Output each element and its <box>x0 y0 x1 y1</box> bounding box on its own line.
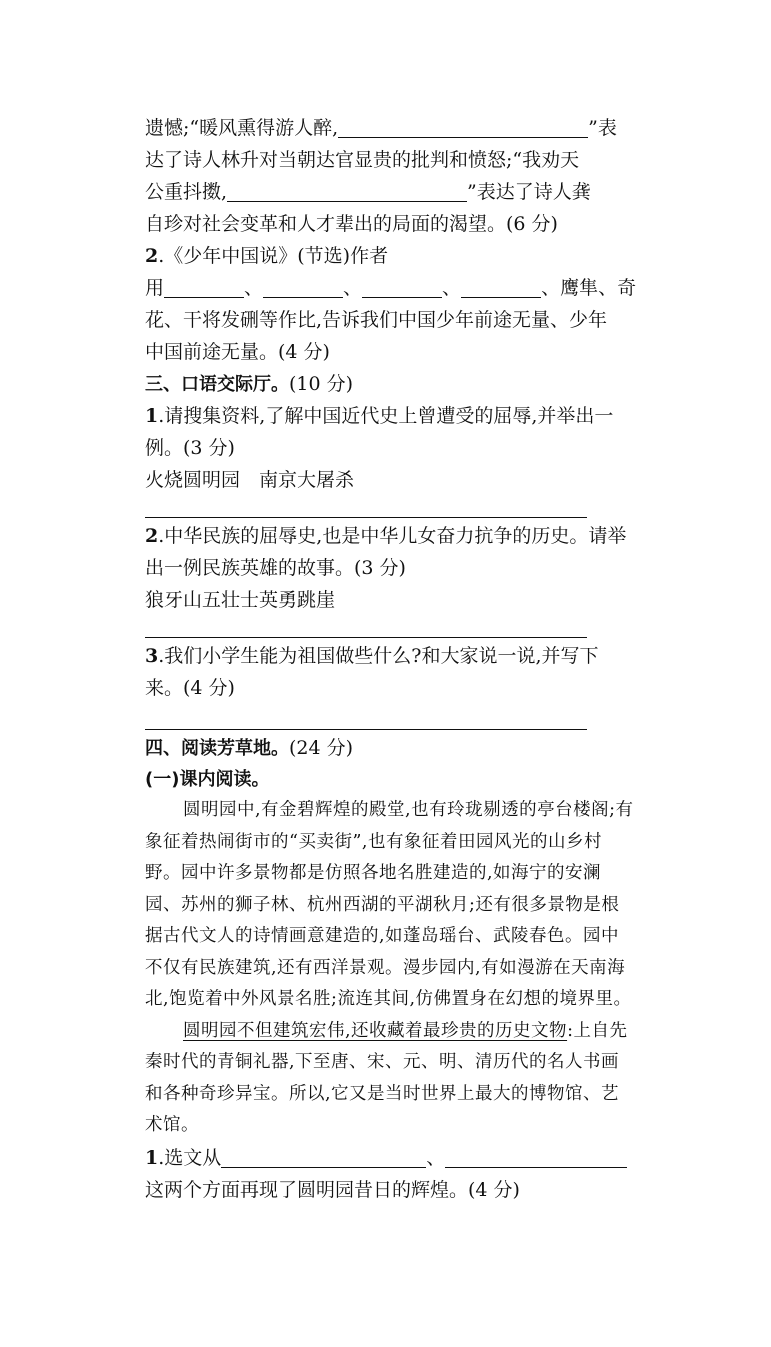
poem-question-line-2: 达了诗人林升对当朝达官显贵的批判和愤怒;“我劝天 <box>145 149 580 171</box>
section-score: (24 分) <box>289 737 354 759</box>
s3-question-1-line-1 <box>145 400 635 432</box>
section-3-heading <box>145 368 635 400</box>
answer-blank[interactable] <box>338 117 588 138</box>
question-text: .我们小学生能为祖国做些什么?和大家说一说,并写下 <box>158 645 599 667</box>
text: 、鹰隼、奇 <box>541 277 637 299</box>
question-2-blanks <box>145 272 635 304</box>
section-4-heading <box>145 732 635 764</box>
question-number: 1 <box>145 1146 159 1169</box>
paragraph-text: :上自先秦时代的青铜礼器,下至唐、宋、元、明、清历代的名人书画和各种奇珍异宝。所以,它又是当时世界上最大的博物馆、艺术馆。 <box>145 1020 628 1135</box>
separator: 、 <box>244 277 264 299</box>
separator: 、 <box>426 1146 446 1169</box>
text: 用 <box>145 277 165 299</box>
answer-line[interactable] <box>145 728 587 730</box>
s3-answer-1: 火烧圆明园 南京大屠杀 <box>145 469 355 491</box>
poem-question-line-3 <box>145 176 635 208</box>
answer-blank[interactable] <box>461 277 541 298</box>
question-number: 1 <box>145 405 159 427</box>
question-number: 3 <box>145 645 159 667</box>
answer-blank[interactable] <box>263 277 343 298</box>
text: 公重抖擞, <box>145 181 228 203</box>
question-text: .请搜集资料,了解中国近代史上曾遭受的屈辱,并举出一 <box>158 405 614 427</box>
worksheet-page <box>145 112 635 1206</box>
section-score: (10 分) <box>289 373 354 395</box>
answer-blank[interactable] <box>164 277 244 298</box>
answer-blank[interactable] <box>227 181 467 202</box>
reading-paragraph-2 <box>145 1016 635 1142</box>
reading-paragraph-1: 圆明园中,有金碧辉煌的殿堂,也有玲珑剔透的亭台楼阁;有象征着热闹街市的“买卖街”,也有象征着田园风光的山乡村野。园中许多景物都是仿照各地名胜建造的,如海宁的安澜园、苏州的狮子林、杭州西湖的平湖秋月;还有很多景物是根据古代文人的诗情画意建造的,如蓬岛瑶台、武陵春色。园中不仅有民族建筑,还有西洋景观。漫步园内,有如漫游在天南海北,饱览着中外风景名胜;流连其间,仿佛置身在幻想的境界里。 <box>145 800 634 1009</box>
question-text: .《少年中国说》(节选)作者 <box>158 245 389 267</box>
answer-line[interactable] <box>145 636 587 638</box>
question-2-line-4: 中国前途无量。(4 分) <box>145 341 330 363</box>
subsection-title: (一)课内阅读。 <box>145 769 270 790</box>
question-number: 2 <box>145 245 159 267</box>
underlined-sentence: 圆明园不但建筑宏伟,还收藏着最珍贵的历史文物 <box>183 1020 568 1041</box>
answer-blank[interactable] <box>221 1147 426 1168</box>
question-text: .中华民族的屈辱史,也是中华儿女奋力抗争的历史。请举 <box>158 525 627 547</box>
answer-blank[interactable] <box>362 277 442 298</box>
text: 遗憾;“暖风熏得游人醉, <box>145 117 339 139</box>
s3-question-2-line-2: 出一例民族英雄的故事。(3 分) <box>145 557 406 579</box>
text: ”表 <box>588 117 617 139</box>
question-2-title <box>145 240 635 272</box>
answer-line[interactable] <box>145 516 587 518</box>
question-number: 2 <box>145 525 159 547</box>
s3-question-3-line-1 <box>145 640 635 672</box>
s3-question-2-line-1 <box>145 520 635 552</box>
section-title: 四、阅读芳草地。 <box>145 738 289 759</box>
s3-answer-2: 狼牙山五壮士英勇跳崖 <box>145 589 336 611</box>
question-2-line-3: 花、干将发硎等作比,告诉我们中国少年前途无量、少年 <box>145 309 608 331</box>
separator: 、 <box>442 277 462 299</box>
s3-question-1-line-2: 例。(3 分) <box>145 437 235 459</box>
answer-blank[interactable] <box>445 1147 627 1168</box>
question-text: .选文从 <box>158 1146 222 1169</box>
poem-question-line-1 <box>145 112 635 144</box>
separator: 、 <box>343 277 363 299</box>
text: ”表达了诗人龚 <box>467 181 591 203</box>
s4-question-1-line-2: 这两个方面再现了圆明园昔日的辉煌。(4 分) <box>145 1178 520 1201</box>
s3-question-3-line-2: 来。(4 分) <box>145 677 235 699</box>
section-title: 三、口语交际厅。 <box>145 374 289 395</box>
s4-question-1-line-1 <box>145 1142 635 1174</box>
poem-question-line-4: 自珍对社会变革和人才辈出的局面的渴望。(6 分) <box>145 213 558 235</box>
